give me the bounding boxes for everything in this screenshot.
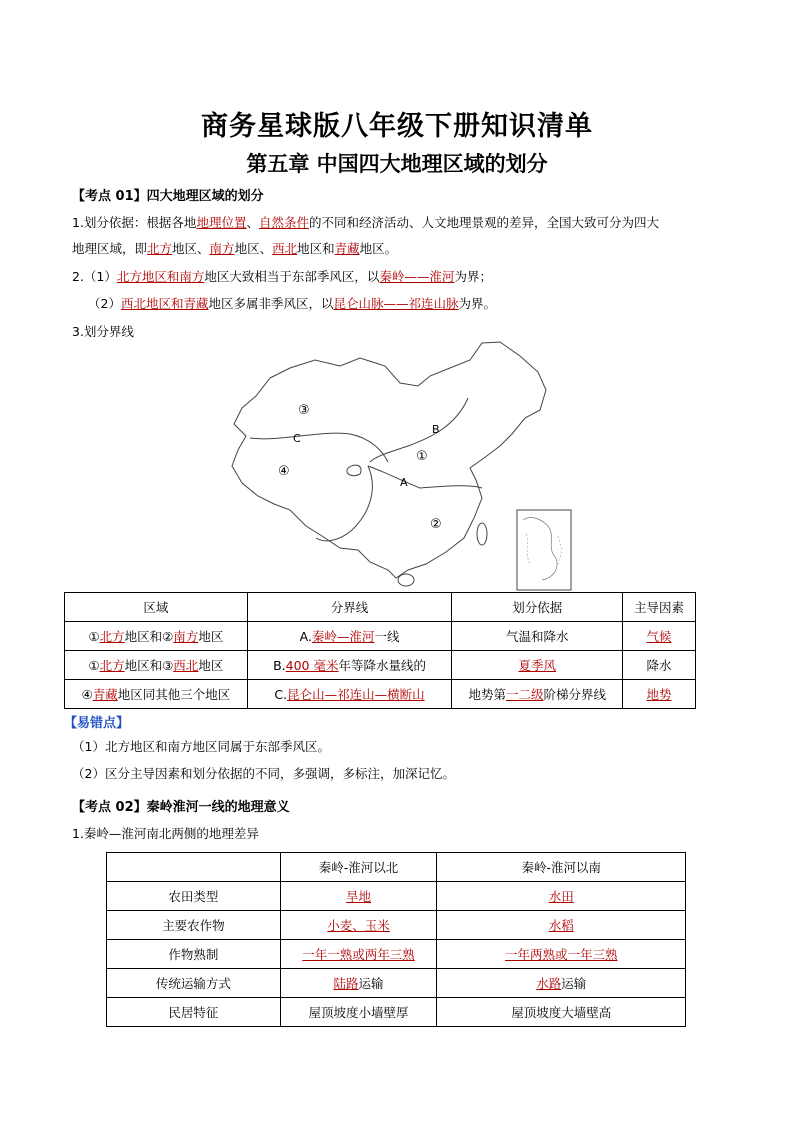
south-cell: 屋顶坡度大墙壁高: [437, 998, 686, 1027]
qinghai-lake: [347, 465, 361, 475]
section2-para1: 1.秦岭—淮河南北两侧的地理差异: [72, 826, 259, 841]
row-label: 作物熟制: [107, 940, 281, 969]
row-label: 主要农作物: [107, 911, 281, 940]
south-cell: 水田: [437, 882, 686, 911]
row-label: 传统运输方式: [107, 969, 281, 998]
table-header-row: [107, 853, 686, 882]
basis-cell: 地势第一二级阶梯分界线: [452, 680, 623, 709]
south-cell: 一年两熟或一年三熟: [437, 940, 686, 969]
regions-table: [64, 592, 696, 709]
table-header: 主导因素: [623, 593, 696, 622]
table-header: 秦岭-淮河以南: [437, 853, 686, 882]
boundary-line-c: [250, 433, 388, 462]
row-label: 民居特征: [107, 998, 281, 1027]
basis-cell: 气温和降水: [452, 622, 623, 651]
region-cell: ④青藏地区同其他三个地区: [65, 680, 248, 709]
region-cell: ①北方地区和②南方地区: [65, 622, 248, 651]
row-label: 农田类型: [107, 882, 281, 911]
section1-para2: 2.（1）北方地区和南方地区大致相当于东部季风区，以秦岭——淮河为界；: [72, 269, 492, 284]
section1-para1-line1: 1.划分依据：根据各地地理位置、自然条件的不同和经济活动、人文地理景观的差异，全国大致可分为四大: [72, 215, 659, 230]
table-header: 秦岭-淮河以北: [280, 853, 437, 882]
table-row: [107, 998, 686, 1027]
table-header: 分界线: [247, 593, 452, 622]
table-header-row: [65, 593, 696, 622]
section1-para1-line2: 地理区域，即北方地区、南方地区、西北地区和青藏地区。: [72, 241, 398, 256]
hainan-island: [398, 574, 414, 586]
basis-cell: 夏季风: [452, 651, 623, 680]
chapter-title: 第五章 中国四大地理区域的划分: [246, 151, 548, 176]
table-header: 区域: [65, 593, 248, 622]
table-row: [65, 622, 696, 651]
map-label-c: C: [293, 432, 301, 445]
factor-cell: 气候: [623, 622, 696, 651]
south-china-sea-inset: [517, 510, 571, 590]
section1-para4: 3.划分界线: [72, 324, 134, 339]
mistake-item: （2）区分主导因素和划分依据的不同，多强调，多标注，加深记忆。: [72, 766, 455, 781]
map-label-a: A: [400, 476, 408, 489]
map-label-b: B: [432, 423, 440, 436]
boundary-cell: C.昆仑山—祁连山—横断山: [247, 680, 452, 709]
north-cell: 陆路运输: [280, 969, 437, 998]
qinling-table: [106, 852, 686, 1027]
map-label-2: ②: [430, 517, 442, 532]
region-cell: ①北方地区和③西北地区: [65, 651, 248, 680]
taiwan-island: [477, 523, 487, 545]
table-row: [65, 680, 696, 709]
mistakes-heading: 【易错点】: [64, 716, 130, 731]
north-cell: 屋顶坡度小墙壁厚: [280, 998, 437, 1027]
north-cell: 旱地: [280, 882, 437, 911]
section1-heading: 【考点 01】四大地理区域的划分: [72, 189, 264, 204]
document-title: 商务星球版八年级下册知识清单: [201, 111, 593, 142]
north-cell: 小麦、玉米: [280, 911, 437, 940]
china-regions-map: [220, 338, 580, 594]
table-row: [107, 940, 686, 969]
boundary-line-a: [368, 466, 482, 488]
china-outline: [232, 342, 546, 578]
table-row: [107, 882, 686, 911]
mistake-item: （1）北方地区和南方地区同属于东部季风区。: [72, 739, 330, 754]
south-cell: 水稻: [437, 911, 686, 940]
map-label-4: ④: [278, 464, 290, 479]
table-header: 划分依据: [452, 593, 623, 622]
table-row: [65, 651, 696, 680]
south-cell: 水路运输: [437, 969, 686, 998]
tibet-boundary: [316, 466, 372, 541]
factor-cell: 降水: [623, 651, 696, 680]
table-row: [107, 969, 686, 998]
boundary-cell: B.400 毫米年等降水量线的: [247, 651, 452, 680]
factor-cell: 地势: [623, 680, 696, 709]
section1-para3: （2）西北地区和青藏地区多属非季风区，以昆仑山脉——祁连山脉为界。: [88, 296, 497, 311]
table-row: [107, 911, 686, 940]
boundary-cell: A.秦岭—淮河一线: [247, 622, 452, 651]
section2-heading: 【考点 02】秦岭淮河一线的地理意义: [72, 800, 290, 815]
map-label-3: ③: [298, 403, 310, 418]
north-cell: 一年一熟或两年三熟: [280, 940, 437, 969]
map-label-1: ①: [416, 449, 428, 464]
table-header: [107, 853, 281, 882]
